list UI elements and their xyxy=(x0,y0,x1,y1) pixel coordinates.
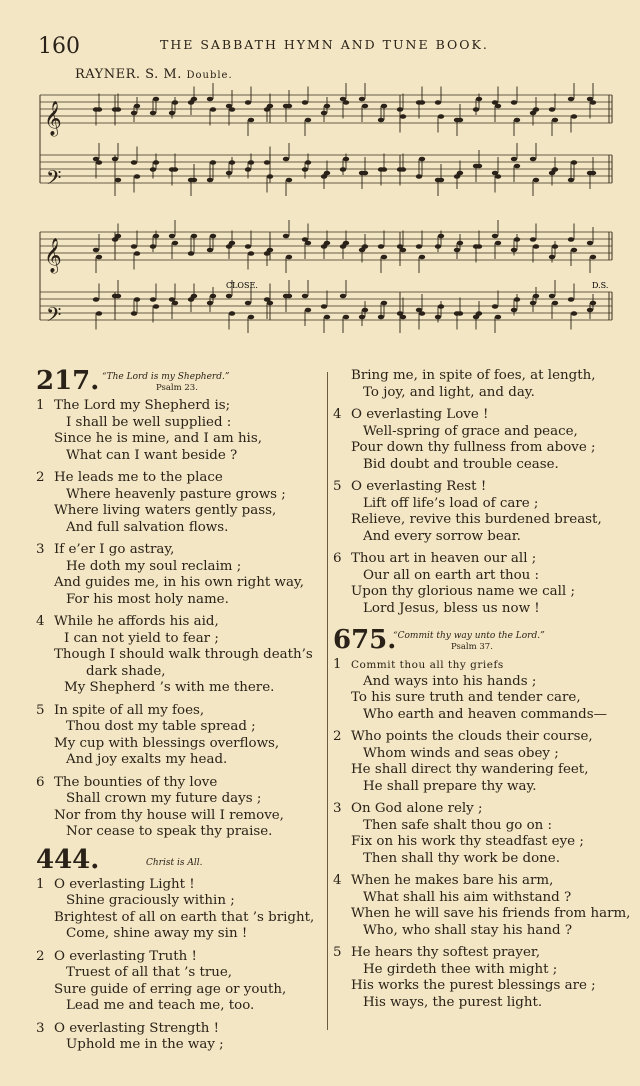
note-head xyxy=(245,301,251,306)
line-text: My cup with blessings overflows, xyxy=(54,735,280,751)
line-text: Fix on his work thy steadfast eye ; xyxy=(351,834,584,849)
stanza-line xyxy=(36,1021,326,1038)
right-column xyxy=(333,368,633,1017)
note-head xyxy=(530,157,536,162)
note-head xyxy=(492,234,498,239)
close-mark: CLOSE. xyxy=(226,281,258,290)
stanza-number: 4 xyxy=(36,614,45,629)
stanza xyxy=(36,703,326,769)
stanza xyxy=(333,551,633,617)
note-head xyxy=(530,237,536,242)
line-text: Our all on earth art thou : xyxy=(363,567,540,583)
stanza-line xyxy=(36,664,326,681)
note-head xyxy=(552,301,558,306)
stanza-line xyxy=(333,978,633,995)
note-head xyxy=(590,255,596,260)
line-text: Commit thou all thy griefs xyxy=(351,659,504,671)
note-head xyxy=(511,157,517,162)
line-text: On God alone rely ; xyxy=(351,801,483,816)
ds-mark: D.S. xyxy=(592,281,609,290)
line-text: I shall be well supplied : xyxy=(66,414,232,430)
note-head xyxy=(400,114,406,119)
line-text: Relieve, revive this burdened breast, xyxy=(351,512,602,527)
line-text: He hears thy softest prayer, xyxy=(351,945,541,960)
stanza-line xyxy=(36,791,326,808)
note-head xyxy=(321,304,327,309)
note-head xyxy=(229,107,235,112)
stanza-number: 1 xyxy=(36,876,45,892)
note-head xyxy=(568,297,574,302)
stanza xyxy=(36,470,326,536)
note-head xyxy=(533,178,539,183)
stanza-line xyxy=(36,752,326,769)
stanza-number: 1 xyxy=(36,398,45,413)
stanza-number: 6 xyxy=(333,551,342,566)
note-head xyxy=(305,241,311,246)
line-text: When he makes bare his arm, xyxy=(351,873,554,888)
stanza xyxy=(36,775,326,841)
hymn-number: 217. xyxy=(36,366,100,396)
line-text: Well-spring of grace and peace, xyxy=(363,423,578,439)
note-head xyxy=(267,174,273,179)
note-head xyxy=(150,297,156,302)
note-head xyxy=(324,315,330,320)
note-head xyxy=(229,311,235,316)
hymn-header xyxy=(333,627,633,657)
note-head xyxy=(495,241,501,246)
column-divider xyxy=(327,372,328,1030)
line-text: Sure guide of erring age or youth, xyxy=(54,981,287,997)
line-text: Come, shine away my sin ! xyxy=(66,926,248,941)
stanza xyxy=(333,729,633,795)
stanza-line xyxy=(36,998,326,1015)
line-text: To his sure truth and tender care, xyxy=(351,690,581,705)
stanza-line xyxy=(36,680,326,697)
note-head xyxy=(495,174,501,179)
note-head xyxy=(131,244,137,249)
stanza-line xyxy=(333,674,633,691)
note-head xyxy=(302,294,308,299)
note-head xyxy=(571,114,577,119)
stanza-line xyxy=(333,779,633,796)
line-text: Though I should walk through death’s xyxy=(54,647,313,662)
line-text: O everlasting Truth ! xyxy=(54,948,197,964)
stanza-line xyxy=(36,893,326,910)
line-text: Then shall thy work be done. xyxy=(363,850,560,866)
line-text: Where heavenly pasture grows ; xyxy=(66,486,286,502)
line-text: And guides me, in his own right way, xyxy=(54,575,304,590)
hymn-number: 675. xyxy=(333,625,397,655)
stanza-number: 2 xyxy=(36,948,45,964)
note-head xyxy=(568,97,574,102)
note-head xyxy=(172,241,178,246)
hymn-source: Psalm 23. xyxy=(156,383,198,393)
stanza-line xyxy=(333,440,633,457)
treble-clef-icon: 𝄞 xyxy=(44,101,62,136)
stanza-line xyxy=(36,808,326,825)
line-text: He shall direct thy wandering feet, xyxy=(351,762,589,777)
note-head xyxy=(96,255,102,260)
stanza-line xyxy=(36,448,326,465)
note-head xyxy=(400,315,406,320)
stanza-line xyxy=(333,962,633,979)
note-head xyxy=(552,118,558,123)
stanza-line xyxy=(36,575,326,592)
stanza-gap xyxy=(36,1054,326,1060)
line-text: Who points the clouds their course, xyxy=(351,729,593,744)
stanza-line xyxy=(333,496,633,513)
note-head xyxy=(514,118,520,123)
line-text: And ways into his hands ; xyxy=(363,673,537,689)
stanza xyxy=(333,368,633,401)
line-text: dark shade, xyxy=(86,663,166,679)
stanza-line xyxy=(36,614,326,631)
line-text: Truest of all that ’s true, xyxy=(66,965,233,980)
note-head xyxy=(248,315,254,320)
stanza-line xyxy=(36,398,326,415)
stanza xyxy=(333,407,633,473)
note-head xyxy=(153,304,159,309)
line-text: Thou dost my table spread ; xyxy=(66,719,256,734)
line-text: His ways, the purest light. xyxy=(363,994,543,1010)
stanza-line xyxy=(333,801,633,818)
note-head xyxy=(419,255,425,260)
line-text: Lord Jesus, bless us now ! xyxy=(363,600,540,616)
stanza-line xyxy=(333,385,633,402)
note-head xyxy=(571,311,577,316)
stanza-line xyxy=(36,431,326,448)
line-text: I can not yield to fear ; xyxy=(64,630,219,646)
hymn-subtitle: “Commit thy way unto the Lord.” xyxy=(393,631,545,641)
stanza-line xyxy=(333,479,633,496)
note-head xyxy=(568,237,574,242)
line-text: He leads me to the place xyxy=(54,470,223,485)
note-head xyxy=(93,248,99,253)
line-text: For his most holy name. xyxy=(66,591,229,607)
stanza-line xyxy=(36,877,326,894)
stanza-number: 2 xyxy=(36,470,45,485)
line-text: Whom winds and seas obey ; xyxy=(363,745,559,761)
note-head xyxy=(378,244,384,249)
stanza-line xyxy=(36,470,326,487)
note-head xyxy=(495,315,501,320)
stanza-line xyxy=(333,746,633,763)
stanza xyxy=(36,949,326,1015)
stanza-line xyxy=(333,995,633,1012)
note-head xyxy=(207,97,213,102)
stanza-line xyxy=(36,487,326,504)
line-text: Pour down thy fullness from above ; xyxy=(351,440,596,455)
stanza-line xyxy=(36,926,326,943)
hymn-number: 444. xyxy=(36,844,100,875)
stanza-line xyxy=(333,424,633,441)
line-text: While he affords his aid, xyxy=(54,614,219,629)
stanza-number: 3 xyxy=(36,542,45,557)
hymn-subtitle: “The Lord is my Shepherd.” xyxy=(102,372,230,382)
stanza-line xyxy=(36,703,326,720)
stanza-number: 4 xyxy=(333,873,342,888)
note-head xyxy=(397,107,403,112)
stanza-number: 5 xyxy=(333,479,342,494)
line-text: Thou art in heaven our all ; xyxy=(351,551,537,566)
stanza-number: 3 xyxy=(333,801,342,816)
stanza-line xyxy=(333,729,633,746)
stanza-line xyxy=(36,415,326,432)
note-head xyxy=(210,107,216,112)
stanza-number: 1 xyxy=(333,657,342,672)
stanza-line xyxy=(36,1037,326,1054)
line-text: Who earth and heaven commands— xyxy=(363,706,608,722)
note-head xyxy=(245,244,251,249)
line-text: His works the purest blessings are ; xyxy=(351,978,596,993)
page-number: 160 xyxy=(38,34,80,59)
treble-clef-icon: 𝄞 xyxy=(44,238,62,273)
note-head xyxy=(115,178,121,183)
line-text: He doth my soul reclaim ; xyxy=(66,558,242,574)
stanza-line xyxy=(36,736,326,753)
line-text: The bounties of thy love xyxy=(54,774,218,790)
stanza xyxy=(36,877,326,943)
note-head xyxy=(305,308,311,313)
note-head xyxy=(359,97,365,102)
note-head xyxy=(267,301,273,306)
line-text: Where living waters gently pass, xyxy=(54,503,277,518)
staff-lines xyxy=(40,95,612,320)
line-text: Brightest of all on earth that ’s bright, xyxy=(54,909,315,925)
note-head xyxy=(245,100,251,105)
running-title: THE SABBATH HYMN AND TUNE BOOK. xyxy=(160,37,489,52)
note-head xyxy=(571,248,577,253)
stanza-line xyxy=(333,551,633,568)
stanza xyxy=(36,398,326,464)
stanza-number: 5 xyxy=(333,945,342,960)
note-head xyxy=(362,104,368,109)
line-text: O everlasting Rest ! xyxy=(351,479,487,494)
stanza-line xyxy=(333,945,633,962)
note-head xyxy=(340,294,346,299)
note-head xyxy=(134,174,140,179)
stanza xyxy=(333,945,633,1011)
note-head xyxy=(169,234,175,239)
stanza-line xyxy=(36,949,326,966)
tune-name: RAYNER. xyxy=(75,67,141,82)
stanza-line xyxy=(36,542,326,559)
note-head xyxy=(435,100,441,105)
stanza-line xyxy=(36,775,326,792)
line-text: Who, who shall stay his hand ? xyxy=(363,922,572,938)
stanza xyxy=(36,1021,326,1054)
stanza-line xyxy=(36,631,326,648)
stanza xyxy=(36,614,326,697)
line-text: In spite of all my foes, xyxy=(54,702,205,718)
note-head xyxy=(492,304,498,309)
line-text: Shine graciously within ; xyxy=(66,893,235,908)
stanza-gap xyxy=(333,1011,633,1017)
hymn-header xyxy=(36,368,326,398)
line-text: He girdeth thee with might ; xyxy=(363,961,558,977)
note-head xyxy=(172,301,178,306)
stanza-line xyxy=(333,890,633,907)
line-text: He shall prepare thy way. xyxy=(363,778,537,794)
line-text: Bid doubt and trouble cease. xyxy=(363,456,559,472)
note-head xyxy=(134,251,140,256)
stanza-line xyxy=(333,923,633,940)
music-score xyxy=(0,0,640,340)
note-head xyxy=(302,100,308,105)
line-text: And every sorrow bear. xyxy=(363,528,521,544)
stanza xyxy=(333,479,633,545)
line-text: Nor cease to speak thy praise. xyxy=(66,824,273,839)
line-text: What can I want beside ? xyxy=(66,447,238,463)
note-head xyxy=(343,100,349,105)
note-head xyxy=(419,311,425,316)
stanza-line xyxy=(333,834,633,851)
stanza-line xyxy=(36,982,326,999)
stanza-line xyxy=(333,851,633,868)
stanza-line xyxy=(36,559,326,576)
line-text: If e’er I go astray, xyxy=(54,542,175,557)
line-text: Nor from thy house will I remove, xyxy=(54,807,284,823)
note-head xyxy=(514,164,520,169)
note-head xyxy=(283,234,289,239)
note-head xyxy=(549,107,555,112)
line-text: To joy, and light, and day. xyxy=(363,384,535,400)
line-text: My Shepherd ’s with me there. xyxy=(64,680,275,695)
bar-lines xyxy=(40,95,612,320)
note-head xyxy=(343,315,349,320)
note-head xyxy=(381,255,387,260)
tune-variant: Double. xyxy=(186,70,233,81)
stanza-line xyxy=(333,512,633,529)
note-head xyxy=(416,244,422,249)
stanza-line xyxy=(333,690,633,707)
line-text: O everlasting Strength ! xyxy=(54,1020,220,1036)
line-text: The Lord my Shepherd is; xyxy=(54,398,231,413)
line-text: When he will save his friends from harm, xyxy=(351,906,631,921)
stanza-line xyxy=(36,824,326,841)
stanza xyxy=(333,801,633,867)
line-text: Uphold me in the way ; xyxy=(66,1037,224,1052)
stanza-line xyxy=(36,719,326,736)
stanza-line xyxy=(333,873,633,890)
note-head xyxy=(264,160,270,165)
line-text: O everlasting Love ! xyxy=(351,407,489,422)
line-text: Shall crown my future days ; xyxy=(66,791,262,806)
stanza-number: 5 xyxy=(36,702,45,718)
stanza-line xyxy=(333,906,633,923)
bass-clef-icon: 𝄢 xyxy=(46,166,62,194)
note-head xyxy=(112,157,118,162)
line-text: What shall his aim withstand ? xyxy=(363,889,572,905)
line-text: Then safe shalt thou go on : xyxy=(363,817,553,833)
stanza-number: 6 xyxy=(36,774,45,790)
note-head xyxy=(438,114,444,119)
stanza-line xyxy=(333,529,633,546)
line-text: Since he is mine, and I am his, xyxy=(54,431,262,446)
stanza-line xyxy=(333,657,633,674)
note-head xyxy=(226,294,232,299)
stanza-number: 2 xyxy=(333,729,342,744)
note-head xyxy=(286,178,292,183)
note-head xyxy=(305,118,311,123)
tune-meter: S. M. xyxy=(145,67,182,82)
note-head xyxy=(511,100,517,105)
stanza-line xyxy=(36,910,326,927)
hymn-header xyxy=(36,844,326,877)
stanza-line xyxy=(333,568,633,585)
stanza-number: 3 xyxy=(36,1020,45,1036)
note-head xyxy=(286,255,292,260)
line-text: Bring me, in spite of foes, at length, xyxy=(351,368,596,383)
stanza-line xyxy=(36,520,326,537)
line-text: Lead me and teach me, too. xyxy=(66,998,255,1013)
note-head xyxy=(549,294,555,299)
stanza-line xyxy=(333,818,633,835)
stanza xyxy=(36,542,326,608)
note-head xyxy=(93,297,99,302)
stanza xyxy=(333,873,633,939)
note-head xyxy=(533,244,539,249)
stanza-number: 4 xyxy=(333,407,342,422)
stanza-line xyxy=(333,707,633,724)
note-head xyxy=(131,160,137,165)
stanza-line xyxy=(333,407,633,424)
note-head xyxy=(495,104,501,109)
note-heads xyxy=(93,97,596,320)
note-head xyxy=(96,160,102,165)
line-text: O everlasting Light ! xyxy=(54,876,195,892)
stanza-line xyxy=(333,584,633,601)
stanza-line xyxy=(36,965,326,982)
note-head xyxy=(248,251,254,256)
note-head xyxy=(283,157,289,162)
note-head xyxy=(96,311,102,316)
line-text: And full salvation flows. xyxy=(66,519,229,535)
stanza-line xyxy=(333,601,633,618)
note-head xyxy=(587,241,593,246)
stanza-line xyxy=(36,592,326,609)
note-head xyxy=(590,100,596,105)
hymn-source: Psalm 37. xyxy=(451,642,493,652)
line-text: And joy exalts my head. xyxy=(66,752,228,767)
left-column xyxy=(36,368,326,1060)
stanza-line xyxy=(333,457,633,474)
stanza-line xyxy=(36,503,326,520)
line-text: Upon thy glorious name we call ; xyxy=(351,584,575,599)
note-head xyxy=(248,118,254,123)
line-text: Lift off life’s load of care ; xyxy=(363,495,539,511)
stanza-line xyxy=(36,647,326,664)
stanza xyxy=(333,657,633,723)
stanza-line xyxy=(333,762,633,779)
bass-clef-icon: 𝄢 xyxy=(46,303,62,331)
hymn-subtitle: Christ is All. xyxy=(146,857,203,868)
stanza-line xyxy=(333,368,633,385)
note-head xyxy=(400,248,406,253)
